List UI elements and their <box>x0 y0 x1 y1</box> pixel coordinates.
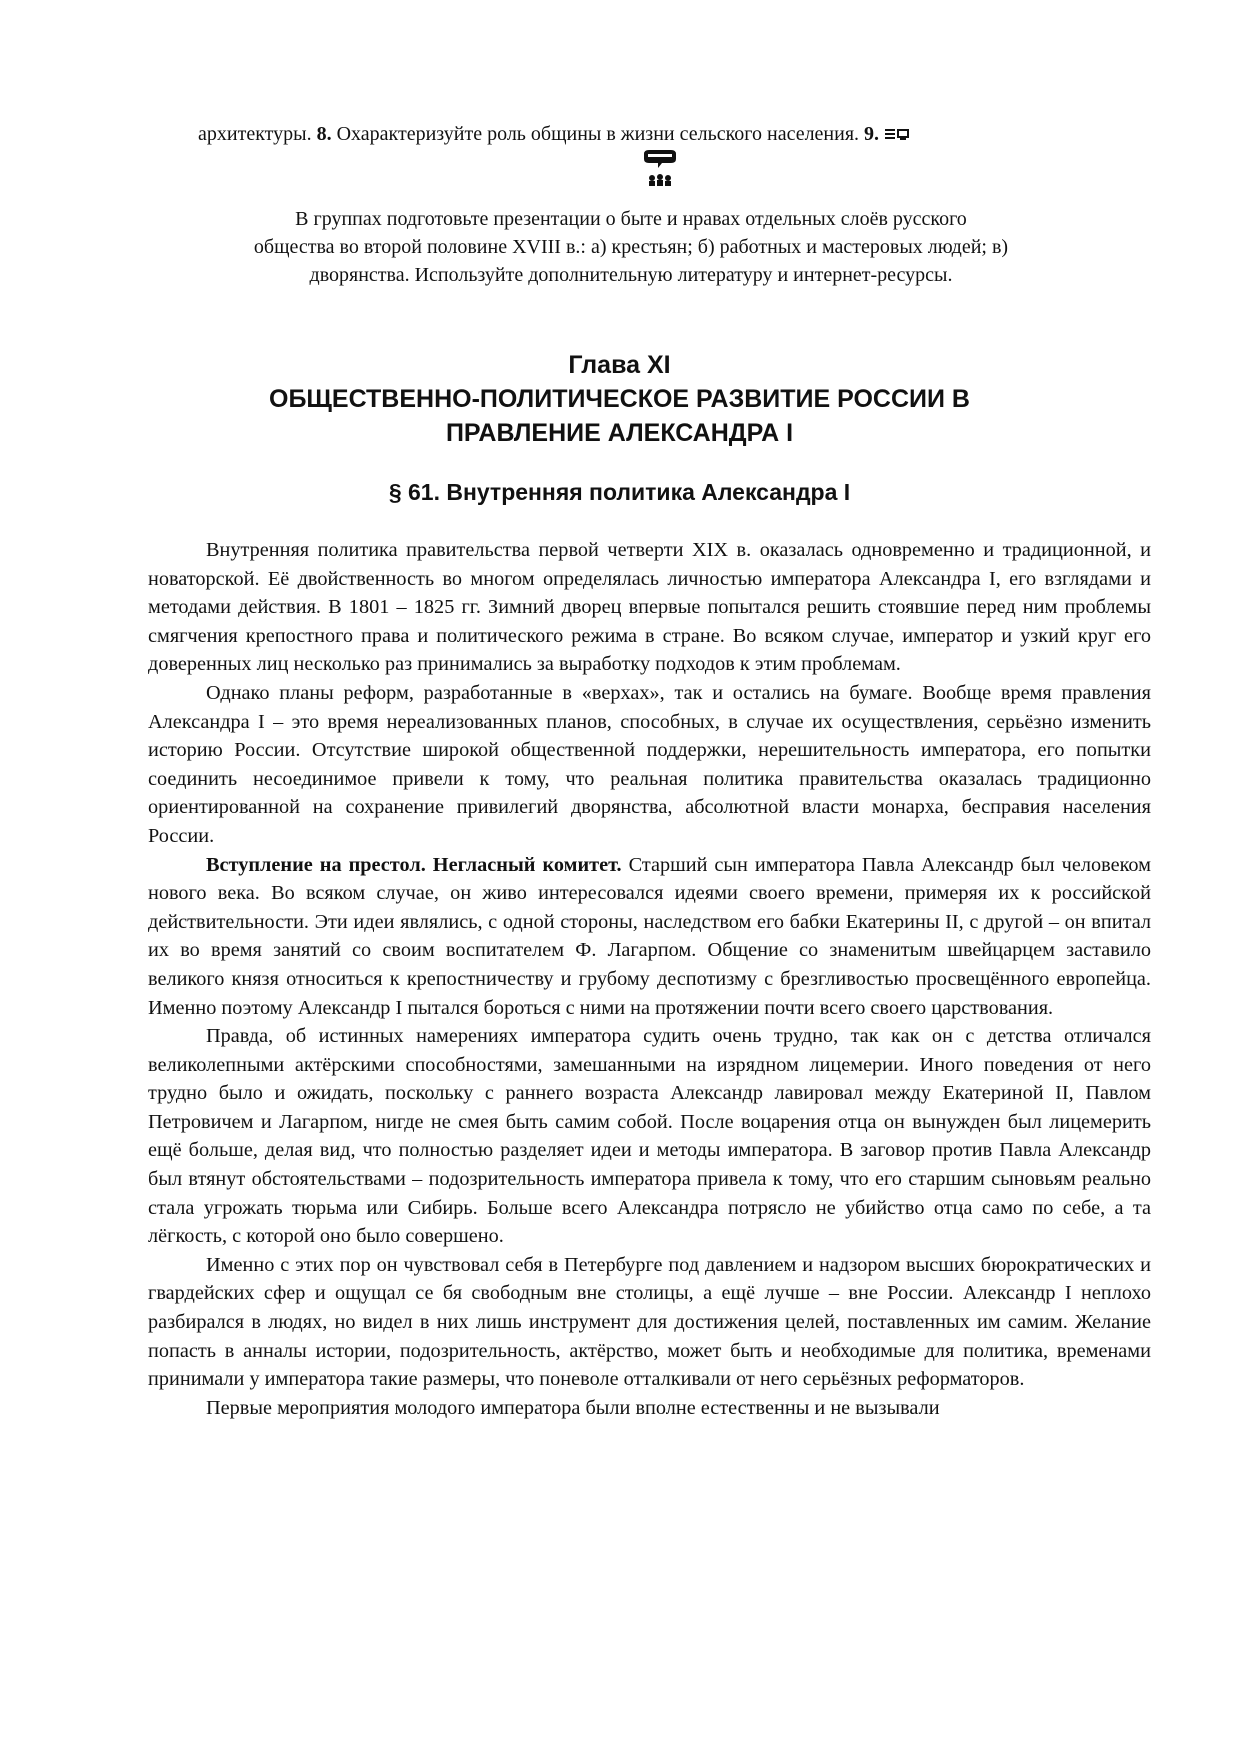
section-body <box>148 536 1151 1422</box>
paragraph-text: Старший сын императора Павла Александр был человеком нового века. Во всяком случае, он живо интересовался идеями своего времени, примеряя их к российской действительности. Эти идеи являлись, с одной стороны, наследством его бабки Екатерины II, с другой – он впитал их во время занятий со своим воспитателем Ф. Лагарпом. Общение со знаменитым швейцарцем заставило великого князя относиться к крепостничеству и грубому деспотизму с брезгливостью просвещённого европейца. Именно поэтому Александр I пытался бороться с ними на протяжении почти всего своего царствования. <box>148 853 1151 1019</box>
section-heading: § 61. Внутренняя политика Александра I <box>388 479 851 505</box>
assignment-line: В группах подготовьте презентации о быте и нравах отдельных слоёв русского <box>295 208 967 230</box>
question-number: 8. <box>316 123 332 145</box>
monitor-icon <box>896 121 910 149</box>
paragraph: Первые мероприятия молодого императора были вполне естественны и не вызывали <box>206 1396 940 1419</box>
paragraph: Внутренняя политика правительства первой четверти XIX в. оказалась одновременно и традиционной, и новаторской. Её двойственность во многом определялась личностью императора Александра I, его взглядами и методами действия. В 1801 – 1825 гг. Зимний дворец впервые попытался решить стоявшие перед ним проблемы смягчения крепостного права и политического режима в стране. Во всяком случае, император и узкий круг его доверенных лиц несколько раз принимались за выработку подходов к этим проблемам. <box>148 539 1151 676</box>
group-assignment <box>176 205 1086 289</box>
paragraph: Правда, об истинных намерениях императора судить очень трудно, так как он с детства отличался великолепными актёрскими способностями, замешанными на изрядном лицемерии. Иного поведения от него трудно было и ожидать, поскольку с раннего возраста Александр лавировал между Екатериной II, Павлом Петровичем и Лагарпом, нигде не смея быть самим собой. После воцарения отца он вынужден был лицемерить ещё больше, делая вид, что полностью разделяет идеи и методы императора. В заговор против Павла Александр был втянут обстоятельствами – подозрительность императора привела к тому, что его старшим сыновьям реально стала угрожать тюрьма или Сибирь. Больше всего Александра потрясло не убийство отца само по себе, а та лёгкость, с которой оно было совершено. <box>148 1025 1151 1248</box>
question-number: 9. <box>864 123 880 145</box>
paragraph: Именно с этих пор он чувствовал себя в Петербурге под давлением и надзором высших бюрократических и гвардейских сфер и ощущал се бя свободным вне столицы, а ещё лучше – вне России. Александр I неплохо разбирался в людях, но видел в них лишь инструмент для достижения целей, поставленных им самим. Желание попасть в анналы истории, подозрительность, актёрство, может быть и необходимые для политика, временами принимали у императора такие размеры, что поневоле отталкивали от него серьёзных реформаторов. <box>148 1253 1151 1391</box>
question-text: архитектуры. <box>198 123 317 145</box>
previous-questions-line <box>198 120 1098 149</box>
assignment-line: общества во второй половине XVIII в.: а) крестьян; б) работных и мастеровых людей; в) <box>253 236 1009 258</box>
chapter-label: Глава XI <box>568 351 671 379</box>
chapter-title-line: ОБЩЕСТВЕННО-ПОЛИТИЧЕСКОЕ РАЗВИТИЕ РОССИИ В <box>269 385 970 413</box>
assignment-line: дворянства. Используйте дополнительную литературу и интернет-ресурсы. <box>309 264 953 286</box>
paragraph <box>148 851 1151 1023</box>
text-lines-icon <box>884 121 896 149</box>
paragraph: Однако планы реформ, разработанные в «верхах», так и остались на бумаге. Вообще время правления Александра I – это время нереализованных планов, способных, в случае их осуществления, серьёзно изменить историю России. Отсутствие широкой общественной поддержки, нерешительность императора, его попытки соединить несоединимое привели к тому, что реальная политика правительства оказалась традиционно ориентированной на сохранение привилегий дворянства, абсолютной власти монарха, бесправия населения России. <box>148 681 1151 847</box>
subheading: Вступление на престол. Негласный комитет. <box>206 853 622 876</box>
chapter-heading <box>150 348 1089 450</box>
chapter-title-line: ПРАВЛЕНИЕ АЛЕКСАНДРА I <box>445 419 794 447</box>
question-text: Охарактеризуйте роль общины в жизни сельского населения. <box>331 123 865 145</box>
group-task-icon <box>640 148 680 188</box>
